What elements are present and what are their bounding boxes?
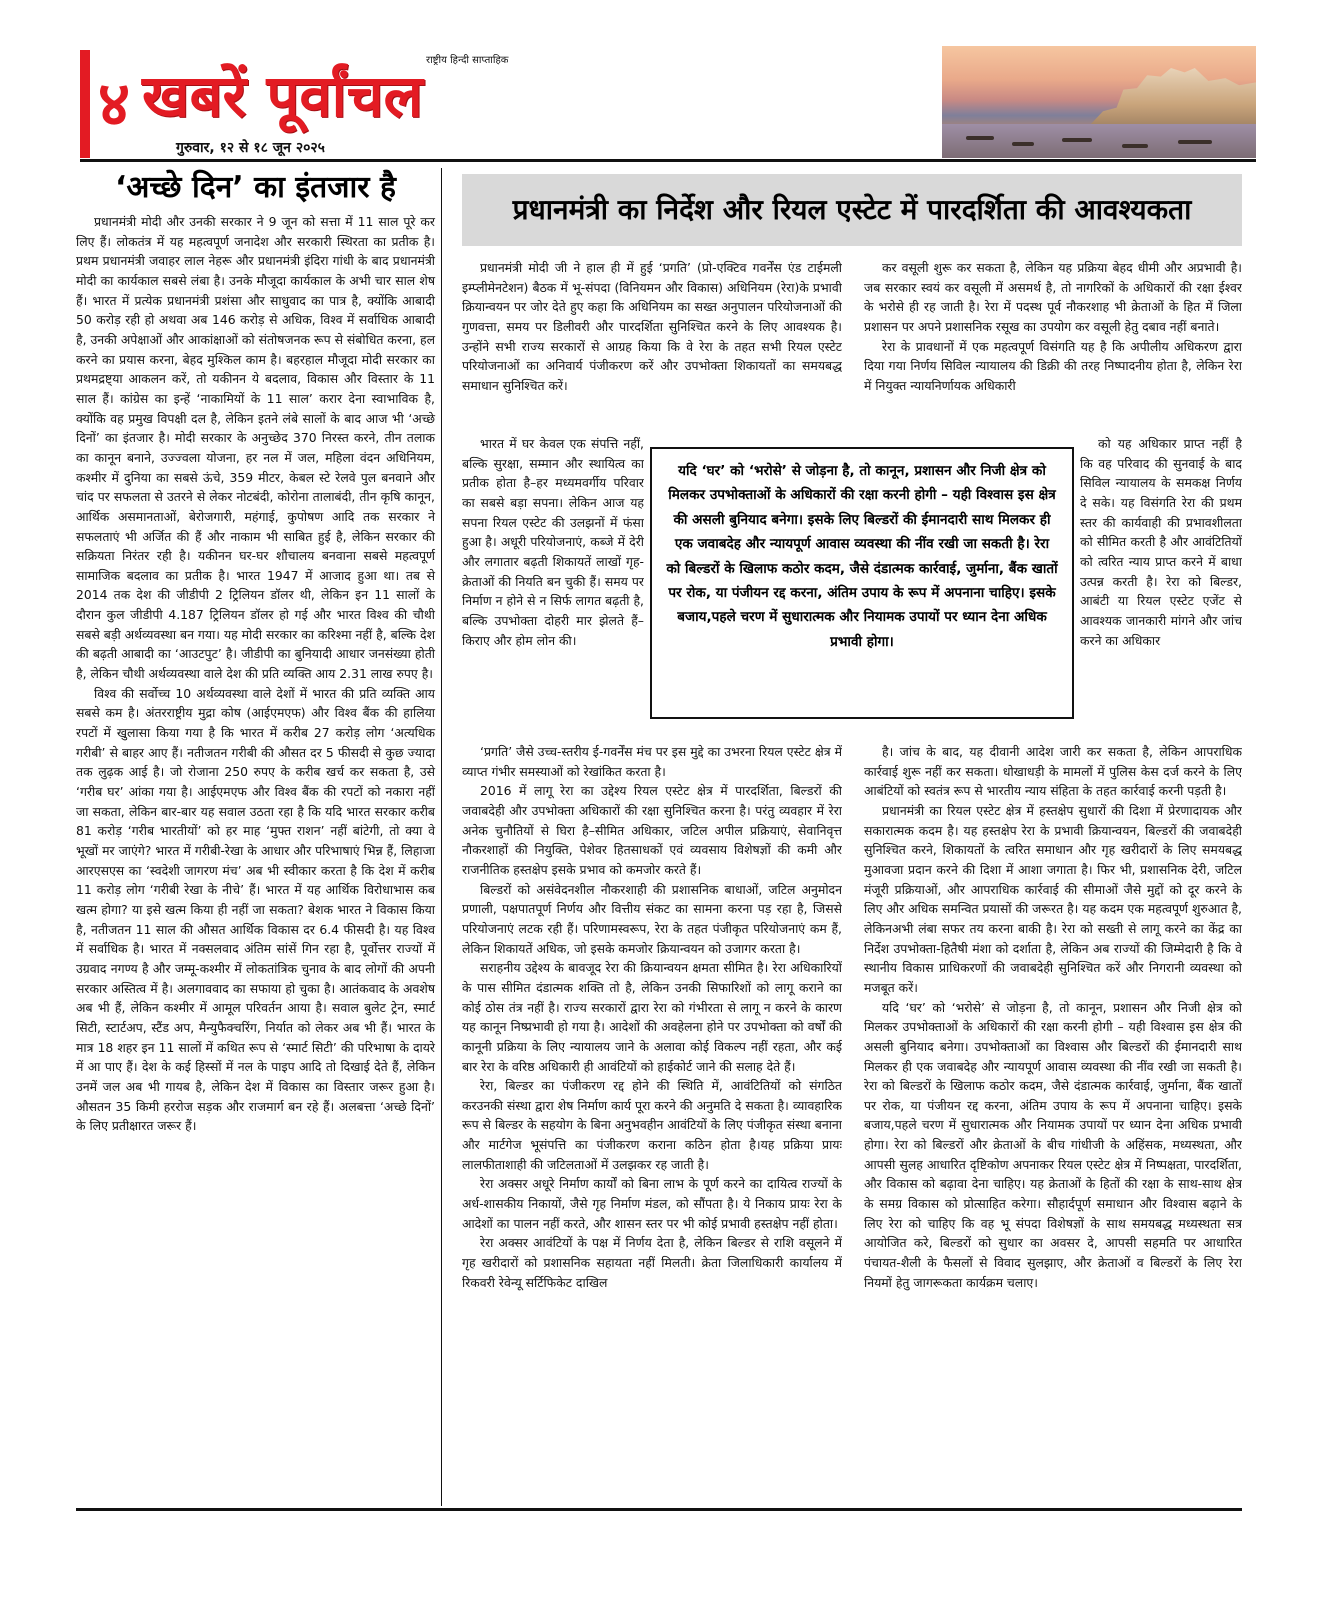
article-paragraph: 2016 में लागू रेरा का उद्देश्य रियल एस्टेट क्षेत्र में पारदर्शिता, बिल्डरों की जवाबदेही और उपभोक्ता अधिकारों की रक्षा सुनिश्चित करना है। परंतु व्यवहार में रेरा अनेक चुनौतियों से घिरा है–सीमित अधिकार, जटिल अपील प्रक्रियाएं, सेवानिवृत्त नौकरशाहों की नियुक्ति, पेशेवर हितसाधकों एवं व्यवसाय विशेषज्ञों की कमी और राजनीतिक हस्तक्षेप इसके प्रभाव को कमजोर करते हैं। [462,783,842,877]
page-number: ४ [80,50,138,158]
article-paragraph: कर वसूली शुरू कर सकता है, लेकिन यह प्रक्रिया बेहद धीमी और अप्रभावी है। जब सरकार स्वयं कर वसूली में असमर्थ है, तो नागरिकों के अधिकारों की रक्षा ईश्वर के भरोसे ही रह जाती है। रेरा में पदस्थ पूर्व नौकरशाह भी क्रेताओं के हित में जिला प्रशासन पर अपने प्रशासनिक रसूख का उपयोग कर वसूली हेतु दबाव नहीं बनाते। [864,260,1242,334]
main-col2-bottom [864,742,1242,1504]
boat [1122,144,1148,148]
article-paragraph: रेरा अक्सर आवंटियों के पक्ष में निर्णय देता है, लेकिन बिल्डर से राशि वसूलने में गृह खरीदारों को प्रशासनिक सहायता नहीं मिलती। क्रेता जिलाधिकारी कार्यालय में रिकवरी रेवेन्यू सर्टिफिकेट दाखिल [462,1235,842,1290]
article-paragraph: सराहनीय उद्देश्य के बावजूद रेरा की क्रियान्वयन क्षमता सीमित है। रेरा अधिकारियों के पास सीमित दंडात्मक शक्ति तो है, लेकिन उनकी सिफारिशों को लागू कराने का कोई ठोस तंत्र नहीं है। राज्य सरकारों द्वारा रेरा को गंभीरता से लागू न करने के कारण यह कानून निष्प्रभावी हो गया है। आदेशों की अवहेलना होने पर उपभोक्ता को वर्षों की कानूनी प्रक्रिया के लिए न्यायालय जाने के अलावा कोई विकल्प नहीं रहता, और कई बार रेरा के वरिष्ठ अधिकारी ही आवंटियों को हाईकोर्ट जाने की सलाह देते हैं। [462,960,842,1074]
boat [966,136,994,140]
left-article-paragraph: विश्व की सर्वोच्च 10 अर्थव्यवस्था वाले देशों में भारत की प्रति व्यक्ति आय सबसे कम है। अंतरराष्ट्रीय मुद्रा कोष (आईएमएफ) और विश्व बैंक की हालिया रपटों में खुलासा किया गया है कि भारत में करीब 27 करोड़ लोग ‘अत्यधिक गरीबी’ से बाहर आए हैं। नतीजतन गरीबी की औसत दर 5 फीसदी से कुछ ज्यादा तक लुढ़क आई है। जो रोजाना 250 रुपए के करीब खर्च कर सकता है, उसे ‘गरीब घर’ आंका गया है। आईएमएफ और विश्व बैंक की रपटों को नकारा नहीं जा सकता, लेकिन बार-बार यह सवाल उठता रहा है कि यदि भारत सरकार करीब 81 करोड़ ‘गरीब भारतीयों’ को हर माह ‘मुफ्त राशन’ नहीं बांटेगी, तो क्या वे भूखों मर जाएंगे? भारत में गरीबी-रेखा के आधार और परिभाषाएं भिन्न हैं, लिहाजा आरएसएस का ‘स्वदेशी जागरण मंच’ अब भी स्वीकार करता है कि देश में करीब 11 करोड़ लोग ‘गरीबी रेखा के नीचे’ हैं। भारत में यह आर्थिक विरोधाभास कब खत्म होगा? या इसे खत्म किया ही नहीं जा सकता? बेशक भारत ने विकास किया है, नतीजतन 11 साल की औसत आर्थिक विकास दर 6.4 फीसदी है। यह विश्व में सर्वाधिक है। भारत में नक्सलवाद अंतिम सांसें गिन रहा है, पूर्वोत्तर राज्यों में उग्रवाद नगण्य है और जम्मू-कश्मीर में लोकतांत्रिक चुनाव के बाद लोगों की अपनी सरकार अस्तित्व में है। अलगाववाद का सफाया हो चुका है। आतंकवाद के अवशेष अब भी हैं, लेकिन कश्मीर में आमूल परिवर्तन आया है। सवाल बुलेट ट्रेन, स्मार्ट सिटी, स्टार्टअप, स्टैंड अप, मैन्युफैक्चरिंग, निर्यात को लेकर अब भी हैं। भारत के मात्र 18 शहर इन 11 सालों में कथित रूप से ‘स्मार्ट सिटी’ की परिभाषा के दायरे में आ पाए हैं। देश के कई हिस्सों में नल के पाइप आदि तो दिखाई देते हैं, लेकिन उनमें जल अब भी गायब है, लेकिन देश में विकास का विस्तार जरूर हुआ है। औसतन 35 किमी हररोज सड़क और राजमार्ग बन रहे हैं। अलबत्ता ‘अच्छे दिनों’ के लिए प्रतीक्षारत जरूर हैं। [76,685,435,1134]
main-article-headline: प्रधानमंत्री का निर्देश और रियल एस्टेट में पारदर्शिता की आवश्यकता [462,174,1242,246]
article-paragraph: बिल्डरों को असंवेदनशील नौकरशाही की प्रशासनिक बाधाओं, जटिल अनुमोदन प्रणाली, पक्षपातपूर्ण निर्णय और वित्तीय संकट का सामना करना पड़ रहा है, जिससे परियोजनाएं लटक रही हैं। परिणामस्वरूप, रेरा के तहत पंजीकृत परियोजनाएं कम हैं, लेकिन शिकायतें अधिक, जो इसके कमजोर क्रियान्वयन को उजागर करता है। [462,881,842,956]
main-col1-narrow [462,434,644,740]
article-paragraph: यदि ‘घर’ को ‘भरोसे’ से जोड़ना है, तो कानून, प्रशासन और निजी क्षेत्र को मिलकर उपभोक्ताओं के अधिकारों की रक्षा करनी होगी – यही विश्वास इस क्षेत्र की असली बुनियाद बनेगा। उपभोक्ताओं का विश्वास और बिल्डरों की ईमानदारी साथ मिलकर ही एक जवाबदेह और न्यायपूर्ण आवास व्यवस्था की नींव रखी जा सकती है। रेरा को बिल्डरों के खिलाफ कठोर कदम, जैसे दंडात्मक कार्रवाई, जुर्माना, बैंक खातों पर रोक, या पंजीयन रद्द करना, अंतिम उपाय के रूप में अपनाना चाहिए। इसके बजाय,पहले चरण में सुधारात्मक और नियामक उपायों पर ध्यान देना अधिक प्रभावी होगा। रेरा को बिल्डरों और क्रेताओं के बीच गांधीजी के अहिंसक, मध्यस्थता, और आपसी सुलह आधारित दृष्टिकोण अपनाकर रियल एस्टेट क्षेत्र में निष्पक्षता, पारदर्शिता, और विकास को बढ़ावा देना चाहिए। यह क्रेताओं के हितों की रक्षा के साथ-साथ क्षेत्र के समग्र विकास को प्रोत्साहित करेगा। सौहार्दपूर्ण समाधान और विश्वास बढ़ाने के लिए रेरा को चाहिए कि वह भू संपदा विशेषज्ञों के साथ समयबद्ध मध्यस्थता सत्र आयोजित करे, बिल्डरों को सुधार का अवसर दे, आपसी सहमति पर आधारित पंचायत-शैली के फैसलों से विवाद सुलझाए, और क्रेताओं व बिल्डरों के लिए रेरा नियमों हेतु जागरूकता कार्यक्रम चलाए। [864,999,1242,1290]
boat [1178,140,1212,144]
paper-tagline: राष्ट्रीय हिन्दी साप्ताहिक [426,55,509,66]
article-paragraph: प्रधानमंत्री मोदी जी ने हाल ही में हुई ‘प्रगति’ (प्रो-एक्टिव गवर्नेंस एंड टाईमली इम्प्लीमेनटेशन) बैठक में भू-संपदा (विनियमन और विकास) अधिनियम (रेरा)के प्रभावी क्रियान्वयन पर जोर देते हुए कहा कि अधिनियम का सख्त अनुपालन परियोजनाओं की गुणवत्ता, समय पर डिलीवरी और पारदर्शिता सुनिश्चित करने के लिए आवश्यक है। उन्होंने सभी राज्य सरकारों से आग्रह किया कि वे रेरा के तहत सभी रियल एस्टेट परियोजनाओं का अनिवार्य पंजीकरण करें और उपभोक्ता शिकायतों का समयबद्ध समाधान सुनिश्चित करें। [462,260,842,393]
paper-name-logo: खबरें पूर्वांचल [142,62,423,130]
article-paragraph: है। जांच के बाद, यह दीवानी आदेश जारी कर सकता है, लेकिन आपराधिक कार्रवाई शुरू नहीं कर सकता। धोखाधड़ी के मामलों में पुलिस केस दर्ज करने के लिए आबंटियों को स्वतंत्र रूप से भारतीय न्याय संहिता के तहत कार्रवाई करनी पड़ती है। [864,744,1242,799]
varanasi-ghat-photo [942,46,1256,158]
article-paragraph: रेरा के प्रावधानों में एक महत्वपूर्ण विसंगति यह है कि अपीलीय अधिकरण द्वारा दिया गया निर्णय सिविल न्यायालय की डिक्री की तरह निष्पादनीय होता है, लेकिन रेरा में नियुक्त न्यायनिर्णायक अधिकारी [864,338,1242,393]
article-paragraph: भारत में घर केवल एक संपत्ति नहीं, बल्कि सुरक्षा, सम्मान और स्थायित्व का प्रतीक होता है–हर मध्यमवर्गीय परिवार का सबसे बड़ा सपना। लेकिन आज यह सपना रियल एस्टेट की उलझनों में फंसा हुआ है। अधूरी परियोजनाएं, कब्जे में देरी और लगातार बढ़ती शिकायतें लाखों गृह-क्रेताओं की नियति बन चुकी हैं। समय पर निर्माण न होने से न सिर्फ लागत बढ़ती है, बल्कि उपभोक्ता दोहरी मार झेलते हैं–किराए और होम लोन की। [462,436,644,648]
page-bottom-rule [76,1508,1242,1511]
main-col1-top [462,258,842,434]
masthead [80,46,1256,162]
left-article-headline: ‘अच्छे दिन’ का इंतजार है [115,170,396,205]
boat [1012,142,1034,146]
issue-date: गुरुवार, १२ से १८ जून २०२५ [176,140,325,156]
left-article [76,168,442,1506]
pull-quote-box: यदि ‘घर’ को ‘भरोसे’ से जोड़ना है, तो कानून, प्रशासन और निजी क्षेत्र को मिलकर उपभोक्ताओं के अधिकारों की रक्षा करनी होगी – यही विश्वास इस क्षेत्र की असली बुनियाद बनेगा। इसके लिए बिल्डरों की ईमानदारी साथ मिलकर ही एक जवाबदेह और न्यायपूर्ण आवास व्यवस्था की नींव रखी जा सकती है। रेरा को बिल्डरों के खिलाफ कठोर कदम, जैसे दंडात्मक कार्रवाई, जुर्माना, बैंक खातों पर रोक, या पंजीयन रद्द करना, अंतिम उपाय के रूप में अपनाना चाहिए। इसके बजाय,पहले चरण में सुधारात्मक और नियामक उपायों पर ध्यान देना अधिक प्रभावी होगा। [650,447,1074,719]
article-paragraph: प्रधानमंत्री का रियल एस्टेट क्षेत्र में हस्तक्षेप सुधारों की दिशा में प्रेरणादायक और सकारात्मक कदम है। यह हस्तक्षेप रेरा के प्रभावी क्रियान्वयन, बिल्डरों की जवाबदेही सुनिश्चित करने, शिकायतों के त्वरित समाधान और गृह खरीदारों के लिए समयबद्ध मुआवजा प्रदान करने की दिशा में आशा जगाता है। फिर भी, प्रशासनिक देरी, जटिल मंजूरी प्रक्रियाओं, और आपराधिक कार्रवाई की सीमाओं जैसे मुद्दों को दूर करने के लिए और अधिक समन्वित प्रयासों की जरूरत है। यह कदम एक महत्वपूर्ण शुरुआत है, लेकिनअभी लंबा सफर तय करना बाकी है। रेरा को सख्ती से लागू करने का केंद्र का निर्देश उपभोक्ता-हितैषी मंशा को दर्शाता है, लेकिन अब राज्यों की जिम्मेदारी है कि वे स्थानीय विकास प्राधिकरणों की जवाबदेही सुनिश्चित करें और निगरानी व्यवस्था को मजबूत करें। [864,802,1242,995]
left-article-body [76,212,435,1136]
left-article-paragraph: प्रधानमंत्री मोदी और उनकी सरकार ने 9 जून को सत्ता में 11 साल पूरे कर लिए हैं। लोकतंत्र में यह महत्वपूर्ण जनादेश और सरकारी स्थिरता का प्रतीक है। प्रथम प्रधानमंत्री जवाहर लाल नेहरू और प्रधानमंत्री इंदिरा गांधी के बाद प्रधानमंत्री मोदी का कार्यकाल सबसे लंबा है। उनके मौजूदा कार्यकाल के अभी चार साल शेष हैं। भारत में प्रत्येक प्रधानमंत्री प्रशंसा और साधुवाद का पात्र है, क्योंकि आबादी 50 करोड़ रही हो अथवा अब 146 करोड़ से अधिक, विश्व में सर्वाधिक आबादी है, उनकी अपेक्षाओं और आकांक्षाओं को संतोषजनक रूप से संबोधित करना, हल करने का प्रयास करना, बेहद मुश्किल काम है। बहरहाल मौजूदा मोदी सरकार का प्रथमद्रष्ट्या आकलन करें, तो यकीनन ये बदलाव, विकास और विस्तार के 11 साल हैं। कांग्रेस का इन्हें ‘नाकामियों के 11 साल’ करार देना स्वाभाविक है, क्योंकि वह प्रमुख विपक्षी दल है, लेकिन इतने लंबे सालों के बाद आज भी ‘अच्छे दिनों’ का इंतजार है। मोदी सरकार के अनुच्छेद 370 निरस्त करने, तीन तलाक का कानून बनाने, उज्ज्वला योजना, हर नल में जल, महिला वंदन अधिनियम, कश्मीर में दुनिया का सबसे ऊंचे, 359 मीटर, केबल स्टे रेलवे पुल बनवाने और चांद पर सफलता से उतरने से लेकर नोटबंदी, कोरोना तालाबंदी, तीन कृषि कानून, आर्थिक असमानताओं, बेरोजगारी, महंगाई, कुपोषण आदि तक सरकार ने सफलताएं भी अर्जित की हैं और नाकाम भी साबित हुई है, लेकिन सरकार की सक्रियता निरंतर रही है। यकीनन घर-घर शौचालय बनवाना सबसे महत्वपूर्ण सामाजिक बदलाव का प्रतीक है। भारत 1947 में आजाद हुआ था। तब से 2014 तक देश की जीडीपी 2 ट्रिलियन डॉलर थी, लेकिन इन 11 सालों के दौरान कुल जीडीपी 4.187 ट्रिलियन डॉलर हो गई और भारत विश्व की चौथी सबसे बड़ी अर्थव्यवस्था बन गया। यह मोदी सरकार का करिश्मा नहीं है, बल्कि देश की बढ़ती आबादी का ‘आउटपुट’ है। जीडीपी का बुनियादी आधार जनसंख्या होती है, लेकिन चौथी अर्थव्यवस्था वाले देश की प्रति व्यक्ति आय 2.31 लाख रुपए है। [76,214,435,682]
article-paragraph: रेरा, बिल्डर का पंजीकरण रद्द होने की स्थिति में, आवंटितियों को संगठित करउनकी संस्था द्वारा शेष निर्माण कार्य पूरा करने की अनुमति दे सकता है। व्यावहारिक रूप से बिल्डर के सहयोग के बिना अनुभवहीन आवंटियों के लिए पंजीकृत संस्था बनाना और मार्टगेज भूसंपत्ति का पंजीकरण कराना कठिन होता है।यह प्रक्रिया प्रायः लालफीताशाही की जटिलताओं में उलझकर रह जाती है। [462,1078,842,1172]
article-paragraph: ‘प्रगति’ जैसे उच्च-स्तरीय ई-गवर्नेंस मंच पर इस मुद्दे का उभरना रियल एस्टेट क्षेत्र में व्याप्त गंभीर समस्याओं को रेखांकित करता है। [462,744,842,779]
article-paragraph: रेरा अक्सर अधूरे निर्माण कार्यों को बिना लाभ के पूर्ण करने का दायित्व राज्यों के अर्ध-शासकीय निकायों, जैसे गृह निर्माण मंडल, को सौंपता है। ये निकाय प्रायः रेरा के आदेशों का पालन नहीं करते, और शासन स्तर पर भी कोई प्रभावी हस्तक्षेप नहीं होता। [462,1176,842,1231]
main-col2-top [864,258,1242,434]
main-col1-bottom [462,742,842,1504]
main-col2-narrow [1080,434,1242,740]
article-paragraph: को यह अधिकार प्राप्त नहीं है कि वह परिवाद की सुनवाई के बाद सिविल न्यायालय के समकक्ष निर्णय दे सके। यह विसंगति रेरा की प्रथम स्तर की कार्यवाही की प्रभावशीलता को सीमित करती है और आवंटितियों को त्वरित न्याय प्राप्त करने में बाधा उत्पन्न करती है। रेरा को बिल्डर, आबंटी या रियल एस्टेट एजेंट से आवश्यक जानकारी मांगने और जांच करने का अधिकार [1080,436,1242,648]
boat [1062,138,1092,142]
